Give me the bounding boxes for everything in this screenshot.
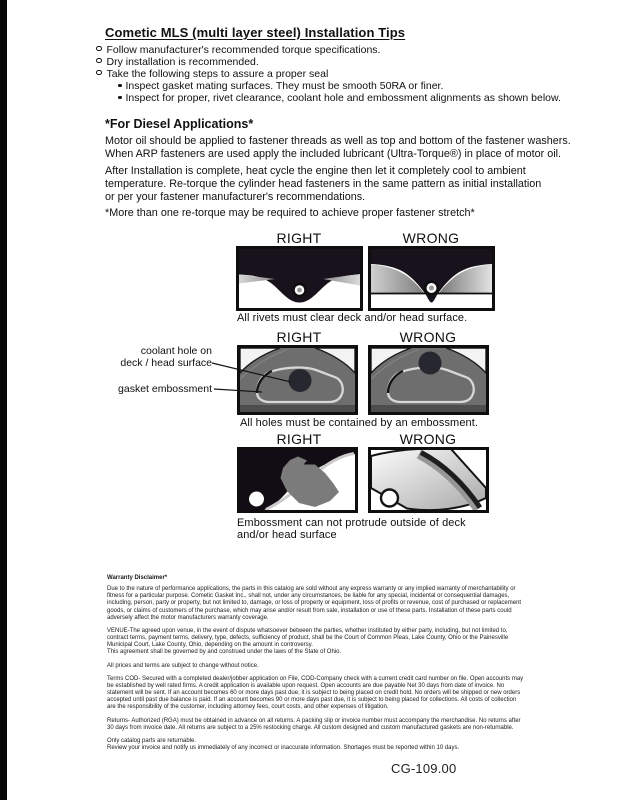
page-number: CG-109.00 (391, 761, 457, 776)
rivet-caption: All rivets must clear deck and/or head surface. (237, 312, 468, 324)
bullet-text: Dry installation is recommended. (106, 56, 259, 68)
dot-bullet-icon (118, 84, 122, 88)
warranty-disclaimer (107, 575, 525, 758)
embossment-wrong-diagram (368, 447, 489, 513)
disclaimer-heading: Warranty Disclaimer* (107, 575, 168, 581)
paragraph-line: Motor oil should be applied to fastener threads as well as top and bottom of the fastener washers. (105, 135, 571, 147)
wrong-label: WRONG (399, 431, 457, 447)
coolant-hole-label: coolant hole on (140, 345, 212, 357)
right-label: RIGHT (276, 230, 322, 246)
right-label: RIGHT (276, 329, 322, 345)
circle-bullet-icon (96, 58, 102, 64)
coolant-wrong-diagram (368, 345, 489, 415)
bullet-text: Inspect for proper, rivet clearance, coolant hole and embossment alignments as shown below. (125, 92, 561, 104)
disclaimer-paragraph: Returns- Authorized (RGA) must be obtained in advance on all returns. A packing slip or invoice number must accompany the merchandise. No returns after 30 days from invoice date. All returns are subject to a 25% restocking charge. All custom designed and custom manufactured gaskets are non-returnable. (107, 717, 521, 731)
list-item (96, 80, 561, 92)
wrong-label: WRONG (402, 230, 460, 246)
retorque-note: *More than one re-torque may be required to achieve proper fastener stretch* (105, 207, 475, 219)
diesel-heading: *For Diesel Applications* (105, 117, 254, 131)
circle-bullet-icon (96, 46, 102, 52)
paragraph-line: or per your fastener manufacturer's recommendations. (105, 191, 366, 203)
embossment-caption-line2: and/or head surface (237, 529, 337, 541)
bullet-text: Follow manufacturer's recommended torque specifications. (106, 44, 381, 56)
disclaimer-paragraph: This agreement shall be governed by and construed under the laws of the State of Ohio. (107, 649, 342, 656)
disclaimer-paragraph: All prices and terms are subject to change without notice. (107, 662, 259, 669)
disclaimer-paragraph: Review your invoice and notify us immediately of any incorrect or inaccurate information. Shortages must be reported within 10 days. (107, 744, 460, 751)
embossment-caption-line1: Embossment can not protrude outside of deck (237, 517, 466, 529)
paragraph-line: When ARP fasteners are used apply the included lubricant (Ultra-Torque®) in place of motor oil. (105, 148, 562, 160)
disclaimer-paragraph: Terms COD- Secured with a completed dealer/jobber application on File, COD-Company check with a current credit card number on file. Open accounts may be established by well rated firms. A credit application is available upon request. Open accounts are due payable Net 30 days from date of invoice. No statement will be sent. If an account becomes 60 or more days past due, it is subject to being placed on credit hold. No orders will be shipped or new orders accepted until past due balance is paid. If an account becomes 90 or more days past due, it is subject to being placed for collections. All costs of collection are the responsibility of the customer, including attorney fees, court costs, and other expenses of litigation. (107, 675, 524, 711)
list-item (96, 92, 561, 104)
dot-bullet-icon (118, 96, 122, 100)
embossment-right-diagram (237, 447, 358, 513)
coolant-hole-label: deck / head surface (120, 356, 212, 369)
list-item (96, 68, 561, 80)
gasket-embossment-label: gasket embossment (118, 383, 212, 395)
paragraph-line: temperature. Re-torque the cylinder head fasteners in the same pattern as initial installation (105, 178, 542, 190)
paragraph-line: After Installation is complete, heat cycle the engine then let it completely cool to ambient (105, 165, 526, 177)
disclaimer-paragraph: Due to the nature of performance applications, the parts in this catalog are sold without any express warranty or any implied warranty of merchantability or fitness for a particular purpose. Cometic Gasket Inc., shall not, under any circumstances, be liable for any special, incidental or consequential damages, including, person, party or property, but not limited to, damage, or loss of property or equipment, loss of profits or revenue, cost of purchased or replacement goods, or claims of customers of the purchase, which may arise and/or result from sale, installation or use of these parts. Installation of these parts could adversely affect the motor manufacturers warranty coverage. (107, 586, 522, 621)
tips-bullet-list (96, 44, 561, 104)
disclaimer-paragraph: Only catalog parts are returnable. (107, 737, 197, 744)
list-item (96, 56, 561, 68)
diesel-paragraph-1 (105, 135, 571, 161)
page-title: Cometic MLS (multi layer steel) Installation Tips (105, 25, 406, 40)
bullet-text: Take the following steps to assure a proper seal (106, 68, 329, 80)
bullet-text: Inspect gasket mating surfaces. They must be smooth 50RA or finer. (125, 80, 444, 92)
right-label: RIGHT (276, 431, 322, 447)
rivet-wrong-diagram (368, 246, 495, 311)
scan-edge-bar (0, 0, 7, 800)
rivet-right-diagram (236, 246, 363, 311)
wrong-label: WRONG (399, 329, 457, 345)
annotation-leader-lines (110, 355, 300, 400)
circle-bullet-icon (96, 70, 102, 76)
disclaimer-paragraph: VENUE-The agreed upon venue, in the event of dispute whatsoever between the parties, whether instituted by either party, including, but not limited to, contract terms, payment terms, delivery, type, defects, sufficiency of product, shall be the Court of Common Pleas, Lake County, Ohio or the Painesville Municipal Court, Lake County, Ohio, depending on the amount in controversy. (107, 627, 509, 649)
list-item (96, 44, 561, 56)
coolant-caption: All holes must be contained by an embossment. (240, 417, 479, 429)
diesel-paragraph-2 (105, 165, 541, 204)
